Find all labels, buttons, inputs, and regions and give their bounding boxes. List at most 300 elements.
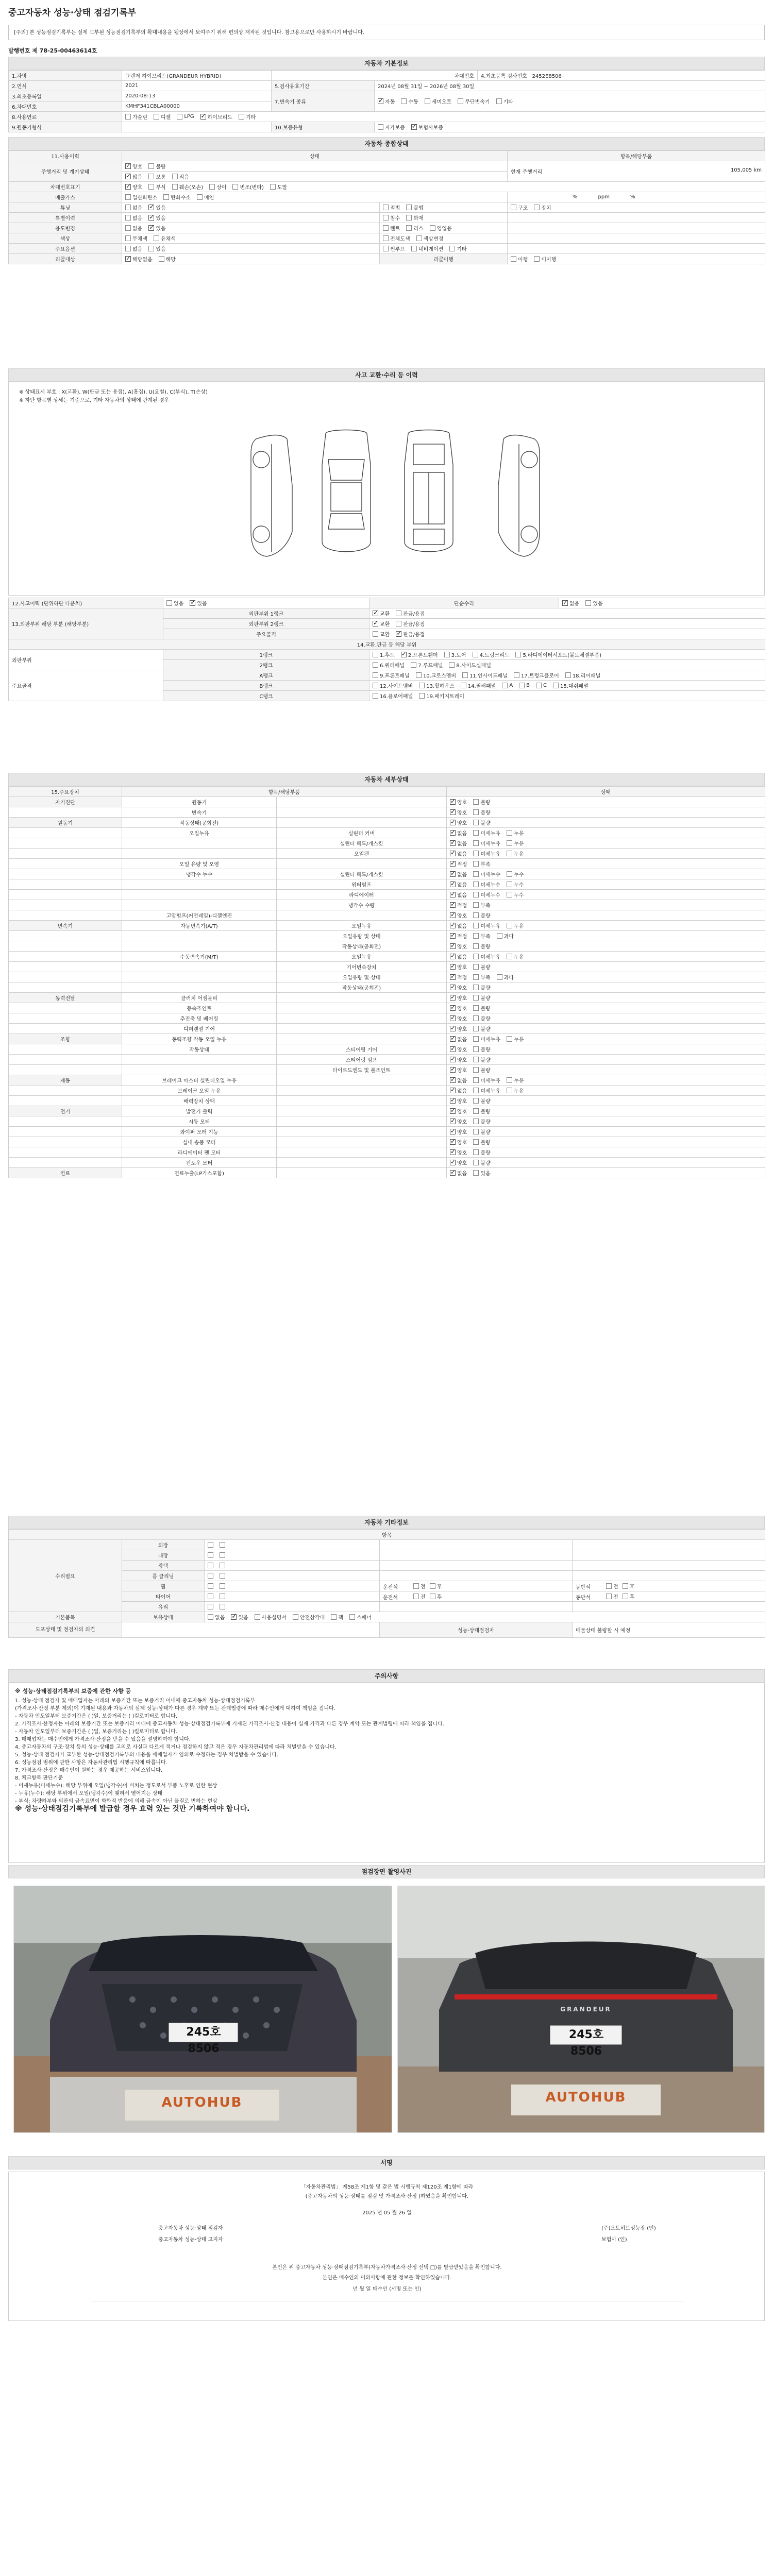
checkbox-checked-icon[interactable] xyxy=(450,902,456,908)
checkbox-icon[interactable] xyxy=(255,1614,260,1620)
detail-state-option[interactable] xyxy=(473,1004,490,1012)
checkbox-icon[interactable] xyxy=(473,830,479,836)
checkbox-icon[interactable] xyxy=(197,194,203,200)
checkbox-checked-icon[interactable] xyxy=(450,820,456,825)
detail-state-option[interactable] xyxy=(450,819,467,826)
checkbox-icon[interactable] xyxy=(444,652,450,657)
checkbox-icon[interactable] xyxy=(125,235,131,241)
tuning-illegal-option[interactable] xyxy=(406,204,423,211)
detail-state-option[interactable] xyxy=(473,1107,490,1115)
checkbox-checked-icon[interactable] xyxy=(125,184,131,190)
checkbox-checked-icon[interactable] xyxy=(450,1036,456,1042)
detail-state-option[interactable] xyxy=(473,1087,500,1094)
checkbox-icon[interactable] xyxy=(208,1552,213,1558)
checkbox-icon[interactable] xyxy=(396,621,401,626)
checkbox-icon[interactable] xyxy=(473,995,479,1001)
checkbox-icon[interactable] xyxy=(502,683,508,688)
checkbox-checked-icon[interactable] xyxy=(450,1170,456,1176)
checkbox-icon[interactable] xyxy=(378,124,383,130)
detail-state-option[interactable] xyxy=(473,880,500,888)
checkbox-icon[interactable] xyxy=(154,235,159,241)
use-rent-option[interactable] xyxy=(383,224,400,232)
part-package-tray[interactable] xyxy=(419,692,464,700)
checkbox-checked-icon[interactable] xyxy=(450,1026,456,1031)
checkbox-checked-icon[interactable] xyxy=(450,1118,456,1124)
fuel-gasoline-option[interactable] xyxy=(125,113,147,121)
color-chromatic-option[interactable] xyxy=(154,234,176,242)
checkbox-icon[interactable] xyxy=(232,184,238,190)
detail-state-option[interactable] xyxy=(450,1045,467,1053)
checkbox-icon[interactable] xyxy=(406,215,412,221)
major-yes-option[interactable] xyxy=(148,245,165,252)
part-trunk-floor[interactable] xyxy=(514,671,559,679)
detail-state-option[interactable] xyxy=(473,1169,490,1177)
trans-auto-option[interactable] xyxy=(378,97,395,105)
other-side-option[interactable] xyxy=(623,1592,635,1600)
detail-state-option[interactable] xyxy=(473,870,500,878)
tuning-legal-option[interactable] xyxy=(383,204,400,211)
checkbox-icon[interactable] xyxy=(373,662,378,668)
checkbox-icon[interactable] xyxy=(553,683,559,688)
other-side-option[interactable] xyxy=(430,1582,442,1590)
detail-state-option[interactable] xyxy=(473,1128,490,1136)
checkbox-icon[interactable] xyxy=(473,799,479,805)
checkbox-icon[interactable] xyxy=(220,1594,225,1599)
detail-state-option[interactable] xyxy=(473,819,490,826)
detail-state-option[interactable] xyxy=(450,1087,467,1094)
checkbox-icon[interactable] xyxy=(220,1542,225,1548)
checkbox-checked-icon[interactable] xyxy=(190,600,195,606)
part-side-sill[interactable] xyxy=(449,661,491,669)
special-yes-option[interactable] xyxy=(148,214,165,222)
part-quarter[interactable] xyxy=(373,661,405,669)
detail-state-option[interactable] xyxy=(507,839,524,847)
color-achromatic-option[interactable] xyxy=(125,234,147,242)
checkbox-icon[interactable] xyxy=(177,114,182,120)
emission-hc-option[interactable] xyxy=(163,193,191,201)
detail-state-option[interactable] xyxy=(450,1066,467,1074)
checkbox-icon[interactable] xyxy=(497,974,502,980)
detail-state-option[interactable] xyxy=(450,922,467,929)
detail-state-option[interactable] xyxy=(450,973,467,981)
checkbox-icon[interactable] xyxy=(473,1057,479,1062)
emission-co-option[interactable] xyxy=(125,193,157,201)
checkbox-checked-icon[interactable] xyxy=(411,124,417,130)
checkbox-icon[interactable] xyxy=(473,840,479,846)
recall-not-done-option[interactable] xyxy=(534,255,556,263)
checkbox-checked-icon[interactable] xyxy=(450,1088,456,1093)
accident-yes-option[interactable] xyxy=(190,599,207,607)
trans-manual-option[interactable] xyxy=(401,97,418,105)
checkbox-icon[interactable] xyxy=(125,246,131,251)
checkbox-icon[interactable] xyxy=(473,892,479,897)
part-front-panel[interactable] xyxy=(373,671,410,679)
checkbox-icon[interactable] xyxy=(148,174,154,179)
checkbox-icon[interactable] xyxy=(507,871,512,877)
detail-state-option[interactable] xyxy=(473,839,500,847)
checkbox-icon[interactable] xyxy=(125,225,131,231)
checkbox-icon[interactable] xyxy=(396,611,401,616)
rank2-swap-option[interactable] xyxy=(373,620,390,628)
checkbox-checked-icon[interactable] xyxy=(450,1139,456,1145)
checkbox-icon[interactable] xyxy=(125,114,131,120)
checkbox-icon[interactable] xyxy=(411,662,416,668)
checkbox-icon[interactable] xyxy=(125,194,131,200)
checkbox-checked-icon[interactable] xyxy=(148,215,154,221)
checkbox-icon[interactable] xyxy=(473,652,478,657)
vin-state-diff-option[interactable] xyxy=(209,183,226,191)
checkbox-icon[interactable] xyxy=(172,184,178,190)
checkbox-icon[interactable] xyxy=(125,215,131,221)
checkbox-checked-icon[interactable] xyxy=(200,114,206,120)
part-dash[interactable] xyxy=(553,682,589,689)
basic-items-triangle-option[interactable] xyxy=(293,1613,325,1621)
other-side-option[interactable] xyxy=(430,1592,442,1600)
detail-state-option[interactable] xyxy=(507,922,524,929)
checkbox-checked-icon[interactable] xyxy=(450,1098,456,1104)
checkbox-icon[interactable] xyxy=(507,1077,512,1083)
checkbox-icon[interactable] xyxy=(220,1604,225,1609)
other-option[interactable] xyxy=(208,1594,213,1599)
checkbox-icon[interactable] xyxy=(220,1563,225,1568)
checkbox-checked-icon[interactable] xyxy=(148,225,154,231)
checkbox-icon[interactable] xyxy=(373,683,378,688)
checkbox-icon[interactable] xyxy=(473,902,479,908)
detail-state-option[interactable] xyxy=(497,932,514,940)
detail-state-option[interactable] xyxy=(507,1076,524,1084)
checkbox-checked-icon[interactable] xyxy=(450,1057,456,1062)
checkbox-icon[interactable] xyxy=(473,1118,479,1124)
checkbox-checked-icon[interactable] xyxy=(396,631,401,637)
detail-state-option[interactable] xyxy=(450,1169,467,1177)
checkbox-icon[interactable] xyxy=(163,194,169,200)
detail-state-option[interactable] xyxy=(497,973,514,981)
checkbox-icon[interactable] xyxy=(349,1614,355,1620)
checkbox-icon[interactable] xyxy=(373,693,378,699)
special-fire-option[interactable] xyxy=(406,214,423,222)
recall-yes-option[interactable] xyxy=(159,255,176,263)
other-option[interactable] xyxy=(208,1542,213,1548)
detail-state-option[interactable] xyxy=(507,1035,524,1043)
vin-state-paint-option[interactable] xyxy=(270,183,287,191)
color-full-paint-option[interactable] xyxy=(383,234,410,242)
checkbox-checked-icon[interactable] xyxy=(450,799,456,805)
checkbox-checked-icon[interactable] xyxy=(450,861,456,867)
checkbox-icon[interactable] xyxy=(208,1542,213,1548)
basic-items-jack-option[interactable] xyxy=(331,1613,343,1621)
checkbox-icon[interactable] xyxy=(461,683,466,688)
checkbox-checked-icon[interactable] xyxy=(450,1046,456,1052)
detail-state-option[interactable] xyxy=(507,880,524,888)
checkbox-checked-icon[interactable] xyxy=(450,892,456,897)
detail-state-option[interactable] xyxy=(473,942,490,950)
checkbox-icon[interactable] xyxy=(514,672,519,678)
checkbox-icon[interactable] xyxy=(293,1614,298,1620)
detail-state-option[interactable] xyxy=(473,1014,490,1022)
checkbox-icon[interactable] xyxy=(413,1594,419,1599)
checkbox-checked-icon[interactable] xyxy=(450,1149,456,1155)
checkbox-icon[interactable] xyxy=(473,943,479,949)
checkbox-checked-icon[interactable] xyxy=(125,163,131,169)
checkbox-icon[interactable] xyxy=(413,1583,419,1589)
detail-state-option[interactable] xyxy=(450,1004,467,1012)
detail-state-option[interactable] xyxy=(450,994,467,1002)
checkbox-checked-icon[interactable] xyxy=(450,1015,456,1021)
checkbox-icon[interactable] xyxy=(425,98,430,104)
checkbox-icon[interactable] xyxy=(473,861,479,867)
checkbox-icon[interactable] xyxy=(473,1108,479,1114)
checkbox-icon[interactable] xyxy=(565,672,571,678)
special-none-option[interactable] xyxy=(125,214,142,222)
checkbox-checked-icon[interactable] xyxy=(450,943,456,949)
other-option[interactable] xyxy=(208,1552,213,1558)
checkbox-icon[interactable] xyxy=(623,1583,628,1589)
detail-state-option[interactable] xyxy=(450,1025,467,1032)
detail-state-option[interactable] xyxy=(473,973,490,981)
checkbox-icon[interactable] xyxy=(373,672,378,678)
checkbox-icon[interactable] xyxy=(148,184,154,190)
checkbox-icon[interactable] xyxy=(208,1573,213,1579)
checkbox-icon[interactable] xyxy=(507,923,512,928)
accident-none-option[interactable] xyxy=(166,599,183,607)
checkbox-icon[interactable] xyxy=(473,1088,479,1093)
part-hood[interactable] xyxy=(373,651,395,658)
rank1-weld-option[interactable] xyxy=(396,609,425,617)
checkbox-checked-icon[interactable] xyxy=(450,974,456,980)
checkbox-icon[interactable] xyxy=(383,215,389,221)
other-option[interactable] xyxy=(208,1563,213,1568)
major-other-option[interactable] xyxy=(449,245,466,252)
detail-state-option[interactable] xyxy=(450,1035,467,1043)
checkbox-checked-icon[interactable] xyxy=(450,1005,456,1011)
checkbox-icon[interactable] xyxy=(473,923,479,928)
major-none-option[interactable] xyxy=(125,245,142,252)
checkbox-checked-icon[interactable] xyxy=(373,611,378,616)
detail-state-option[interactable] xyxy=(450,963,467,971)
checkbox-icon[interactable] xyxy=(507,830,512,836)
other-option[interactable] xyxy=(220,1604,225,1609)
use-business-option[interactable] xyxy=(430,224,452,232)
simple-none-option[interactable] xyxy=(562,599,579,607)
basic-items-none-option[interactable] xyxy=(208,1613,225,1621)
detail-state-option[interactable] xyxy=(450,891,467,899)
checkbox-icon[interactable] xyxy=(473,1026,479,1031)
checkbox-checked-icon[interactable] xyxy=(450,809,456,815)
detail-state-option[interactable] xyxy=(473,891,500,899)
checkbox-icon[interactable] xyxy=(473,933,479,939)
checkbox-icon[interactable] xyxy=(406,225,412,231)
checkbox-icon[interactable] xyxy=(606,1583,612,1589)
checkbox-icon[interactable] xyxy=(383,205,389,210)
checkbox-checked-icon[interactable] xyxy=(450,954,456,959)
checkbox-icon[interactable] xyxy=(419,693,425,699)
detail-state-option[interactable] xyxy=(450,1138,467,1146)
checkbox-icon[interactable] xyxy=(473,1005,479,1011)
detail-state-option[interactable] xyxy=(450,942,467,950)
frame-swap-option[interactable] xyxy=(373,630,390,638)
detail-state-option[interactable] xyxy=(507,891,524,899)
checkbox-icon[interactable] xyxy=(473,1036,479,1042)
detail-state-option[interactable] xyxy=(473,1056,490,1063)
detail-state-option[interactable] xyxy=(473,963,490,971)
checkbox-icon[interactable] xyxy=(208,1604,213,1609)
checkbox-icon[interactable] xyxy=(220,1552,225,1558)
other-option[interactable] xyxy=(220,1552,225,1558)
checkbox-icon[interactable] xyxy=(239,114,244,120)
checkbox-checked-icon[interactable] xyxy=(450,964,456,970)
detail-state-option[interactable] xyxy=(450,860,467,868)
frame-weld-option[interactable] xyxy=(396,630,425,638)
checkbox-icon[interactable] xyxy=(473,964,479,970)
detail-state-option[interactable] xyxy=(473,798,490,806)
detail-state-option[interactable] xyxy=(473,994,490,1002)
checkbox-icon[interactable] xyxy=(507,1036,512,1042)
checkbox-checked-icon[interactable] xyxy=(373,621,378,626)
checkbox-icon[interactable] xyxy=(473,1077,479,1083)
detail-state-option[interactable] xyxy=(473,1138,490,1146)
rank2-weld-option[interactable] xyxy=(396,620,425,628)
use-change-none-option[interactable] xyxy=(125,224,142,232)
tuning-struct-option[interactable] xyxy=(511,204,528,211)
emission-smoke-option[interactable] xyxy=(197,193,214,201)
fuel-other-option[interactable] xyxy=(239,113,256,121)
detail-state-option[interactable] xyxy=(507,1087,524,1094)
checkbox-icon[interactable] xyxy=(534,205,540,210)
recall-done-option[interactable] xyxy=(511,255,528,263)
checkbox-checked-icon[interactable] xyxy=(450,851,456,856)
part-pillar[interactable] xyxy=(461,682,496,689)
checkbox-icon[interactable] xyxy=(473,1149,479,1155)
checkbox-icon[interactable] xyxy=(519,683,525,688)
recall-none-option[interactable] xyxy=(125,255,153,263)
checkbox-icon[interactable] xyxy=(416,235,422,241)
detail-state-option[interactable] xyxy=(473,1148,490,1156)
part-trunk-lid[interactable] xyxy=(473,651,510,658)
detail-state-option[interactable] xyxy=(473,1025,490,1032)
detail-state-option[interactable] xyxy=(473,1076,500,1084)
checkbox-icon[interactable] xyxy=(166,600,172,606)
major-sunroof-option[interactable] xyxy=(383,245,405,252)
other-option[interactable] xyxy=(208,1604,213,1609)
other-option[interactable] xyxy=(220,1594,225,1599)
checkbox-icon[interactable] xyxy=(536,683,542,688)
checkbox-icon[interactable] xyxy=(148,246,154,251)
checkbox-icon[interactable] xyxy=(507,851,512,856)
checkbox-icon[interactable] xyxy=(373,652,378,657)
special-flood-option[interactable] xyxy=(383,214,400,222)
checkbox-icon[interactable] xyxy=(585,600,591,606)
detail-state-option[interactable] xyxy=(473,922,500,929)
checkbox-icon[interactable] xyxy=(473,1129,479,1134)
checkbox-icon[interactable] xyxy=(507,892,512,897)
checkbox-icon[interactable] xyxy=(511,256,516,262)
major-navi-option[interactable] xyxy=(411,245,443,252)
checkbox-icon[interactable] xyxy=(496,98,502,104)
checkbox-icon[interactable] xyxy=(458,98,463,104)
checkbox-icon[interactable] xyxy=(383,225,389,231)
color-change-option[interactable] xyxy=(416,234,444,242)
part-pillar-a[interactable] xyxy=(502,682,513,689)
detail-state-option[interactable] xyxy=(473,1097,490,1105)
checkbox-checked-icon[interactable] xyxy=(231,1614,237,1620)
part-floor[interactable] xyxy=(373,692,413,700)
trans-other-option[interactable] xyxy=(496,97,513,105)
detail-state-option[interactable] xyxy=(450,829,467,837)
warranty-insurer-option[interactable] xyxy=(411,123,443,131)
checkbox-checked-icon[interactable] xyxy=(562,600,568,606)
detail-state-option[interactable] xyxy=(450,1097,467,1105)
detail-state-option[interactable] xyxy=(450,953,467,960)
checkbox-icon[interactable] xyxy=(220,1583,225,1589)
detail-state-option[interactable] xyxy=(473,911,490,919)
part-side-member[interactable] xyxy=(373,682,413,689)
checkbox-icon[interactable] xyxy=(473,851,479,856)
checkbox-icon[interactable] xyxy=(473,974,479,980)
checkbox-icon[interactable] xyxy=(473,871,479,877)
vin-state-altered-option[interactable] xyxy=(232,183,263,191)
checkbox-icon[interactable] xyxy=(473,1170,479,1176)
detail-state-option[interactable] xyxy=(450,798,467,806)
part-roof[interactable] xyxy=(411,661,443,669)
checkbox-icon[interactable] xyxy=(383,235,389,241)
part-wheel-house[interactable] xyxy=(419,682,455,689)
trans-semi-option[interactable] xyxy=(425,97,452,105)
checkbox-icon[interactable] xyxy=(209,184,215,190)
checkbox-icon[interactable] xyxy=(511,205,516,210)
detail-state-option[interactable] xyxy=(473,1035,500,1043)
detail-state-option[interactable] xyxy=(450,911,467,919)
other-side-option[interactable] xyxy=(413,1592,426,1600)
part-rear-panel[interactable] xyxy=(565,671,601,679)
tuning-device-option[interactable] xyxy=(534,204,551,211)
checkbox-icon[interactable] xyxy=(401,98,407,104)
checkbox-checked-icon[interactable] xyxy=(450,995,456,1001)
checkbox-icon[interactable] xyxy=(606,1594,612,1599)
mileage-good-option[interactable] xyxy=(125,162,142,170)
checkbox-checked-icon[interactable] xyxy=(450,830,456,836)
other-option[interactable] xyxy=(220,1563,225,1568)
checkbox-icon[interactable] xyxy=(172,174,178,179)
checkbox-icon[interactable] xyxy=(331,1614,337,1620)
checkbox-icon[interactable] xyxy=(473,985,479,990)
warranty-self-option[interactable] xyxy=(378,123,405,131)
part-cross-member[interactable] xyxy=(416,671,456,679)
checkbox-checked-icon[interactable] xyxy=(450,1129,456,1134)
detail-state-option[interactable] xyxy=(473,1117,490,1125)
detail-state-option[interactable] xyxy=(473,1159,490,1166)
detail-state-option[interactable] xyxy=(473,984,490,991)
other-side-option[interactable] xyxy=(606,1592,618,1600)
checkbox-icon[interactable] xyxy=(430,225,435,231)
detail-state-option[interactable] xyxy=(450,870,467,878)
checkbox-icon[interactable] xyxy=(416,672,422,678)
checkbox-icon[interactable] xyxy=(449,246,455,251)
other-option[interactable] xyxy=(208,1583,213,1589)
detail-state-option[interactable] xyxy=(507,870,524,878)
part-front-fender[interactable] xyxy=(401,651,438,658)
fuel-hybrid-option[interactable] xyxy=(200,113,232,121)
other-option[interactable] xyxy=(220,1583,225,1589)
checkbox-icon[interactable] xyxy=(208,1594,213,1599)
checkbox-icon[interactable] xyxy=(148,163,154,169)
detail-state-option[interactable] xyxy=(450,1117,467,1125)
checkbox-icon[interactable] xyxy=(473,1067,479,1073)
detail-state-option[interactable] xyxy=(473,860,490,868)
detail-state-option[interactable] xyxy=(507,850,524,857)
detail-state-option[interactable] xyxy=(450,1159,467,1166)
tuning-yes-option[interactable] xyxy=(148,204,165,211)
basic-items-spanner-option[interactable] xyxy=(349,1613,372,1621)
